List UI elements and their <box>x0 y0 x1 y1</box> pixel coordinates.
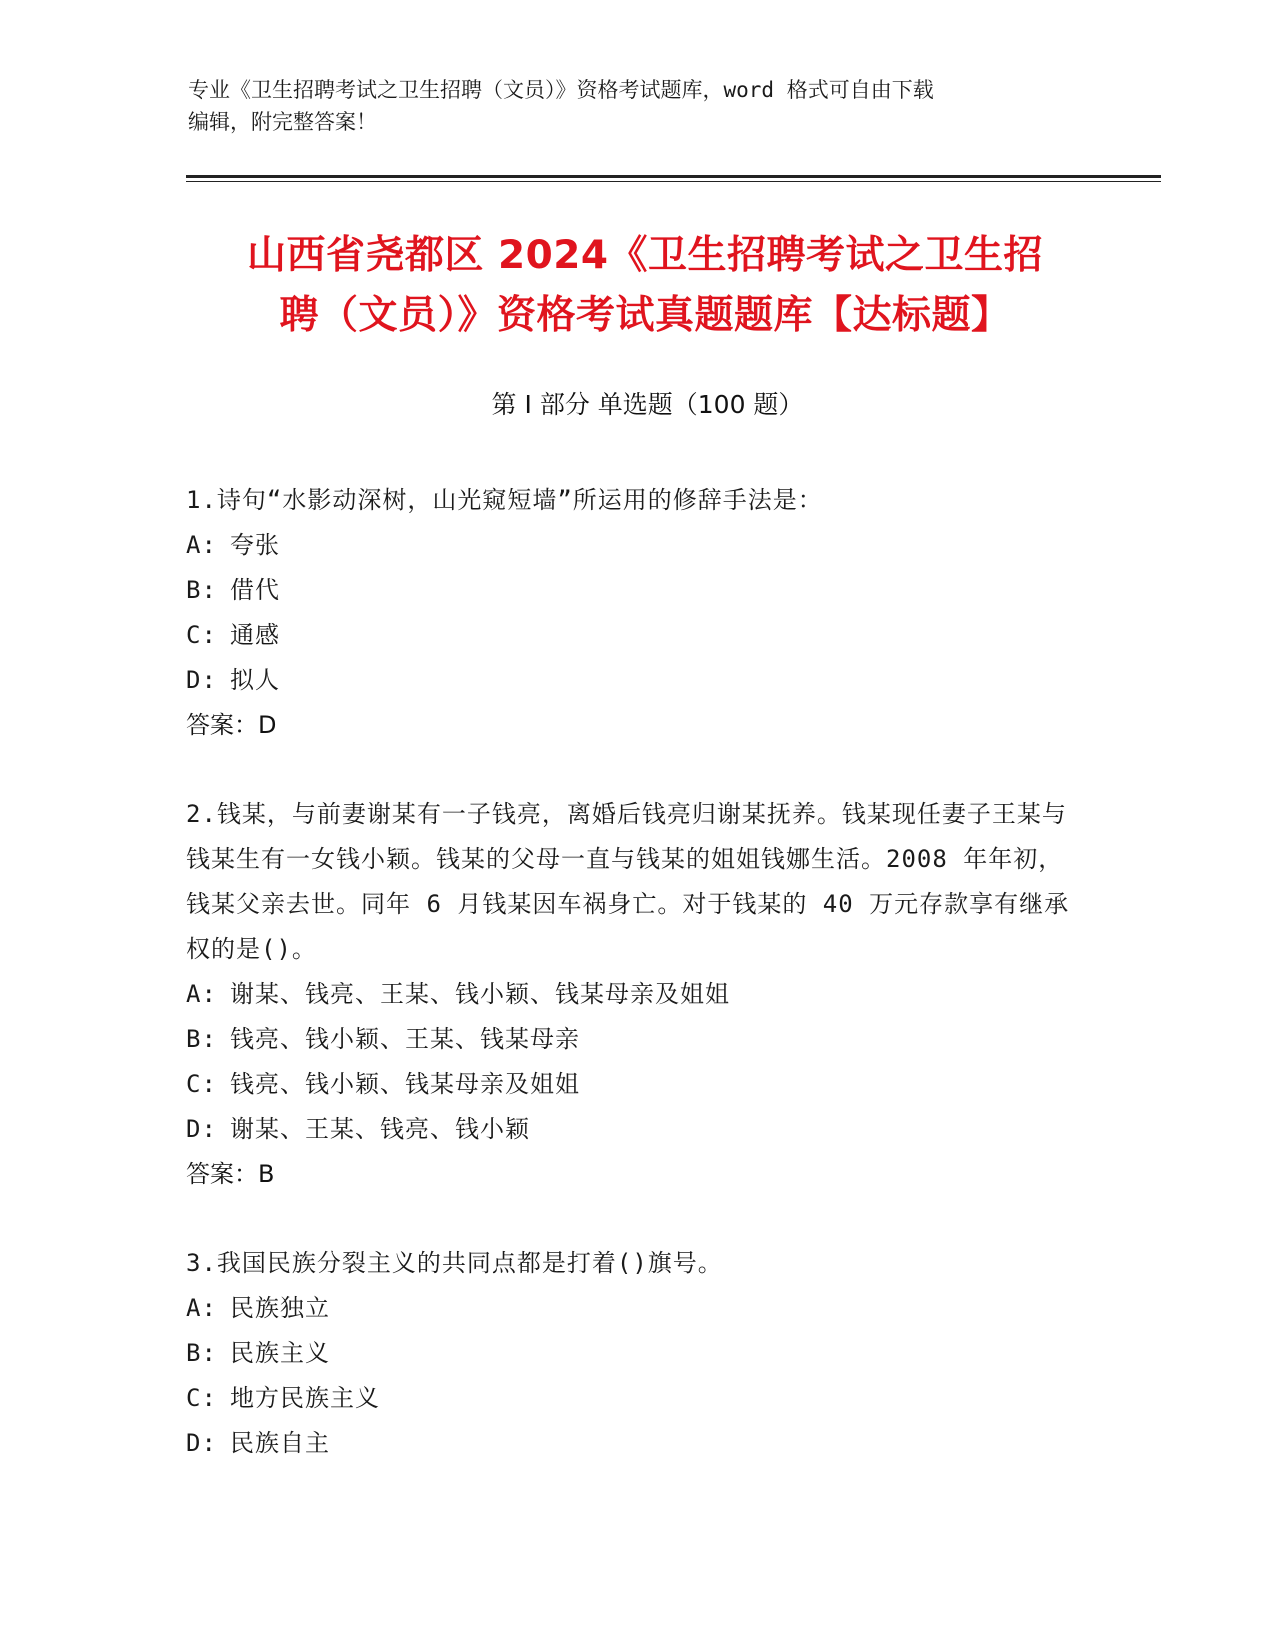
header-note <box>188 74 1108 138</box>
option-label: B: <box>186 1025 217 1053</box>
option-c <box>186 613 1086 658</box>
option-label: C: <box>186 1070 217 1098</box>
question-list <box>186 478 1086 1510</box>
option-text: 借代 <box>230 576 280 604</box>
option-label: C: <box>186 1384 217 1412</box>
option-label: D: <box>186 666 217 694</box>
question-2 <box>186 792 1086 1197</box>
document-title <box>180 226 1110 346</box>
option-label: A: <box>186 531 217 559</box>
option-text: 钱亮、钱小颖、钱某母亲及姐姐 <box>230 1070 580 1098</box>
option-c <box>186 1062 1086 1107</box>
question-stem: 3.我国民族分裂主义的共同点都是打着()旗号。 <box>186 1249 723 1277</box>
option-c <box>186 1376 1086 1421</box>
document-title-line-2: 聘（文员）》资格考试真题题库【达标题】 <box>279 293 1011 338</box>
answer: 答案：D <box>186 711 277 739</box>
question-1 <box>186 478 1086 748</box>
option-d <box>186 1421 1086 1466</box>
option-text: 谢某、钱亮、王某、钱小颖、钱某母亲及姐姐 <box>230 980 730 1008</box>
option-b <box>186 1331 1086 1376</box>
option-text: 民族独立 <box>230 1294 330 1322</box>
option-label: D: <box>186 1115 217 1143</box>
question-stem: 1.诗句“水影动深树，山光窥短墙”所运用的修辞手法是： <box>186 486 823 514</box>
option-text: 民族主义 <box>230 1339 330 1367</box>
option-label: D: <box>186 1429 217 1457</box>
option-text: 民族自主 <box>230 1429 330 1457</box>
option-label: B: <box>186 1339 217 1367</box>
section-title: 第 I 部分 单选题（100 题） <box>491 390 804 419</box>
answer: 答案：B <box>186 1160 275 1188</box>
header-rule-thin <box>186 181 1161 182</box>
option-d <box>186 658 1086 703</box>
option-a <box>186 523 1086 568</box>
question-3 <box>186 1241 1086 1466</box>
option-label: C: <box>186 621 217 649</box>
question-stem: 2.钱某，与前妻谢某有一子钱亮，离婚后钱亮归谢某抚养。钱某现任妻子王某与钱某生有一女钱小颖。钱某的父母一直与钱某的姐姐钱娜生活。2008 年年初，钱某父亲去世。同年 6 月钱某因车祸身亡。对于钱某的 40 万元存款享有继承权的是()。 <box>186 800 1070 963</box>
option-a <box>186 972 1086 1017</box>
option-a <box>186 1286 1086 1331</box>
option-text: 钱亮、钱小颖、王某、钱某母亲 <box>230 1025 580 1053</box>
option-d <box>186 1107 1086 1152</box>
option-text: 通感 <box>230 621 280 649</box>
document-title-line-1: 山西省尧都区 2024《卫生招聘考试之卫生招 <box>246 233 1044 278</box>
option-label: A: <box>186 980 217 1008</box>
header-rule-thick <box>186 175 1161 178</box>
option-b <box>186 1017 1086 1062</box>
option-label: A: <box>186 1294 217 1322</box>
option-text: 地方民族主义 <box>230 1384 380 1412</box>
option-b <box>186 568 1086 613</box>
option-text: 夸张 <box>230 531 280 559</box>
header-note-line-1: 专业《卫生招聘考试之卫生招聘（文员）》资格考试题库，word 格式可自由下载 <box>188 78 934 102</box>
option-text: 拟人 <box>230 666 280 694</box>
option-label: B: <box>186 576 217 604</box>
header-note-line-2: 编辑，附完整答案！ <box>188 110 377 134</box>
option-text: 谢某、王某、钱亮、钱小颖 <box>230 1115 530 1143</box>
